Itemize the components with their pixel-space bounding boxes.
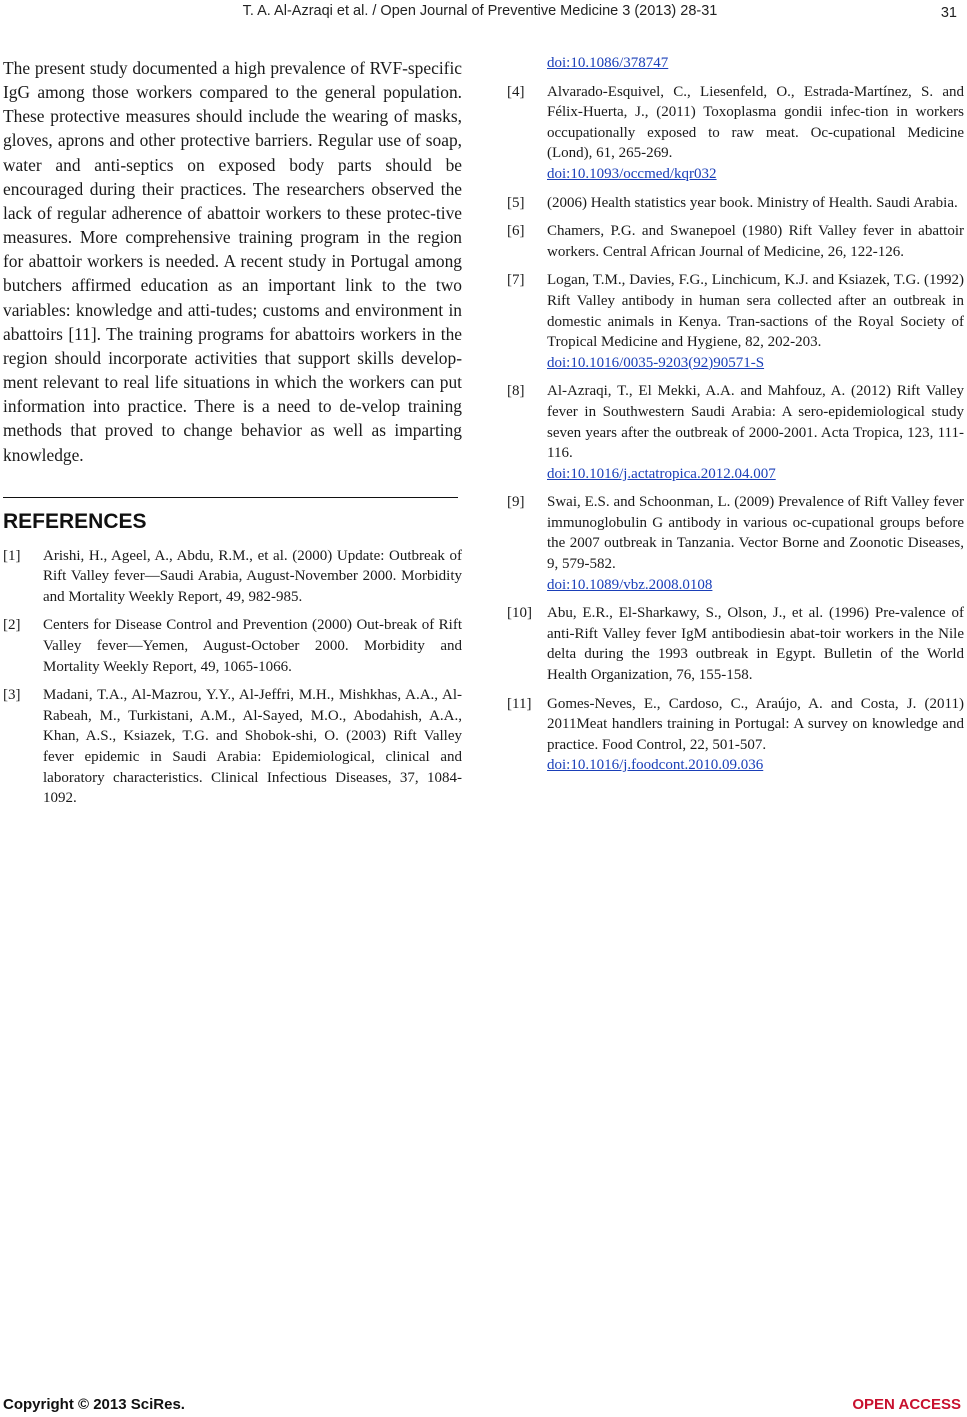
doi-link[interactable]: doi:10.1016/0035-9203(92)90571-S [547,354,765,371]
reference-number: [5] [507,194,525,211]
doi-link[interactable]: doi:10.1093/occmed/kqr032 [547,165,717,182]
page-number: 31 [940,5,957,21]
doi-link[interactable]: doi:10.1089/vbz.2008.0108 [547,576,713,593]
reference-text: (2006) Health statistics year book. Ministry of Health. Saudi Arabia. [547,194,958,211]
body-paragraph: The present study documented a high prevalence of RVF-specific IgG among those workers compared to the general population. These protective measures should include the wearing of masks, gloves, aprons and other protective barriers. Regular use of soap, water and anti-septics on exposed body parts should be encouraged during their practices. The researchers observed the lack of regular adherence of abattoir workers to these protec-tive measures. More comprehensive training program in the region for abattoir workers is needed. A recent study in Portugal among butchers affirmed education as an important link to the two variables: knowledge and atti-tudes; customs and environment in abattoirs [11]. The training programs for abattoirs workers in the region should incorporate activities that support skills develop-ment relevant to real life situations in which the workers can put information into practice. There is a need to de-velop training methods that proved to change behavior as well as imparting knowledge. [3,58,462,465]
reference-text: Logan, T.M., Davies, F.G., Linchicum, K.J. and Ksiazek, T.G. (1992) Rift Valley antibody in human sera collected after an outbreak in domestic animals in Kenya. Tran-sactions of the Royal Society of Tropical Medicine and Hygiene, 82, 202-203. [547,272,964,351]
reference-number: [10] [507,605,532,622]
reference-item [3,685,462,809]
reference-item [507,492,964,595]
reference-item [3,546,462,608]
reference-list-left [3,546,462,809]
copyright-footer: Copyright © 2013 SciRes. [3,1396,185,1413]
reference-text: Centers for Disease Control and Prevention (2000) Out-break of Rift Valley fever—Yemen, August-October 2000. Morbidity and Mortality Weekly Report, 49, 1065-1066. [43,617,462,675]
reference-text: Abu, E.R., El-Sharkawy, S., Olson, J., et al. (1996) Pre-valence of anti-Rift Valley fever IgM antibodiesin abat-toir workers in the Nile delta during the 1993 outbreak in Egypt. Bulletin of the World Health Organization, 76, 155-158. [547,605,964,684]
reference-number: [8] [507,383,525,400]
reference-text: Madani, T.A., Al-Mazrou, Y.Y., Al-Jeffri, M.H., Mishkhas, A.A., Al-Rabeah, M., Turkistani, A.M., Al-Sayed, M.O., Abodahish, A.A., Khan, A.S., Ksiazek, T.G. and Shobok-shi, O. (2003) Rift Valley fever epidemic in Saudi Arabia: Epidemiological, clinical and laboratory characteristics. Clinical Infectious Diseases, 37, 1084-1092. [43,687,462,807]
reference-number: [11] [507,695,532,712]
reference-number: [3] [3,687,21,704]
reference-text: Alvarado-Esquivel, C., Liesenfeld, O., Estrada-Martínez, S. and Félix-Huerta, J., (2011) Toxoplasma gondii infec-tion in workers occupationally exposed to raw meat. Oc-cupational Medicine (Lond), 61, 265-269. [547,83,964,162]
reference-text: Al-Azraqi, T., El Mekki, A.A. and Mahfouz, A. (2012) Rift Valley fever in Southwestern Saudi Arabia: A sero-epidemiological study seven years after the outbreak of 2000-2001. Acta Tropica, 123, 111-116. [547,383,964,462]
reference-text: Swai, E.S. and Schoonman, L. (2009) Prevalence of Rift Valley fever immunoglobulin G antibody in various oc-cupational groups before the 2007 outbreak in Tanzania. Vector Borne and Zoonotic Diseases, 9, 579-582. [547,494,964,573]
reference-number: [1] [3,547,21,564]
left-column [3,56,462,817]
reference-item [507,381,964,484]
reference-list-right [507,82,964,776]
doi-link[interactable]: doi:10.1016/j.foodcont.2010.09.036 [547,757,764,774]
reference-number: [6] [507,223,525,240]
reference-number: [7] [507,272,525,289]
section-divider [3,497,458,498]
reference-item [3,615,462,677]
reference-item [507,603,964,685]
reference-text: Arishi, H., Ageel, A., Abdu, R.M., et al. (2000) Update: Outbreak of Rift Valley fever—Saudi Arabia, August-November 2000. Morbidity and Mortality Weekly Report, 49, 982-985. [43,547,462,605]
doi-link[interactable]: doi:10.1016/j.actatropica.2012.04.007 [547,465,776,482]
reference-number: [4] [507,83,525,100]
references-heading: REFERENCES [3,509,147,533]
running-header: T. A. Al-Azraqi et al. / Open Journal of Preventive Medicine 3 (2013) 28-31 [242,3,718,19]
reference-item [507,270,964,373]
reference-item [507,221,964,262]
reference-number: [9] [507,494,525,511]
doi-link[interactable]: doi:10.1086/378747 [547,55,669,71]
reference-number: [2] [3,617,21,634]
reference-item [507,694,964,776]
reference-item [507,82,964,185]
reference-text: Gomes-Neves, E., Cardoso, C., Araújo, A. and Costa, J. (2011) 2011Meat handlers training in Portugal: A survey on knowledge and practice. Food Control, 22, 501-507. [547,695,964,753]
reference-3-doi [507,53,964,74]
open-access-footer: OPEN ACCESS [852,1396,961,1413]
reference-item [507,193,964,214]
reference-text: Chamers, P.G. and Swanepoel (1980) Rift Valley fever in abattoir workers. Central African Journal of Medicine, 26, 122-126. [547,223,964,260]
right-column [507,56,964,784]
